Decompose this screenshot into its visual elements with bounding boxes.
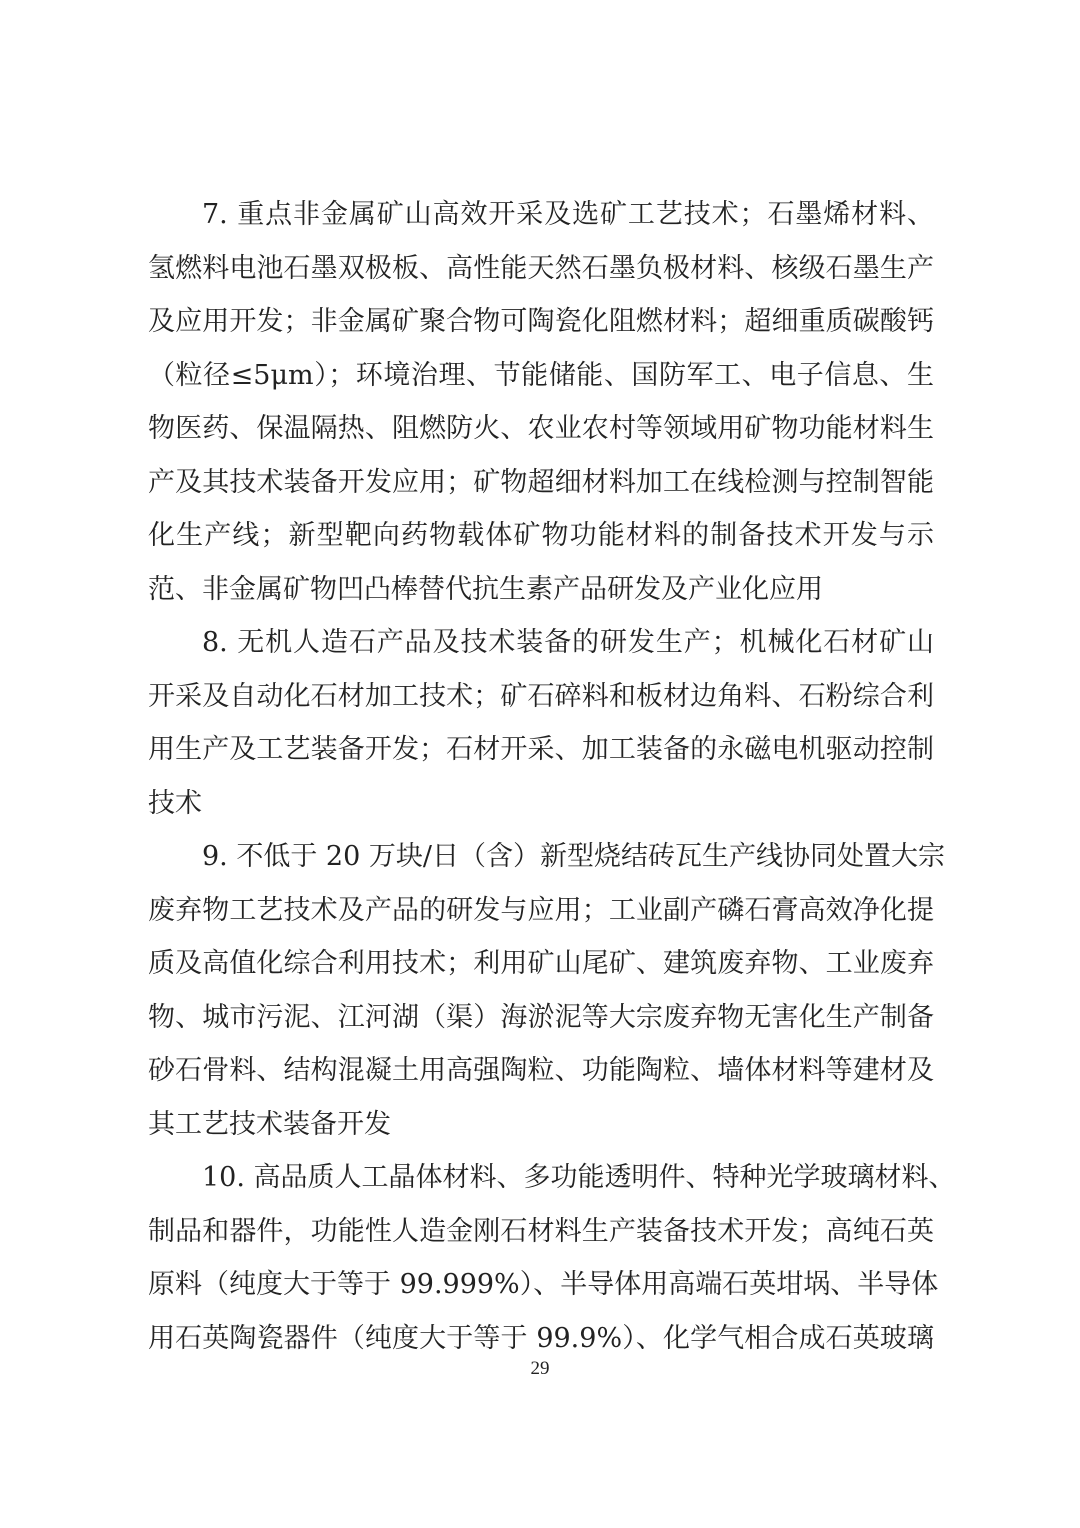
text-line: 产及其技术装备开发应用；矿物超细材料加工在线检测与控制智能 <box>148 466 934 498</box>
text-line: 用石英陶瓷器件（纯度大于等于 99.9%）、化学气相合成石英玻璃 <box>148 1322 934 1354</box>
text-line: 砂石骨料、结构混凝土用高强陶粒、功能陶粒、墙体材料等建材及 <box>148 1055 934 1086</box>
text-line: 开采及自动化石材加工技术；矿石碎料和板材边角料、石粉综合利 <box>148 680 934 712</box>
paragraph-8 <box>148 616 934 830</box>
text-line: 及应用开发；非金属矿聚合物可陶瓷化阻燃材料；超细重质碳酸钙 <box>148 306 934 337</box>
text-line: 制品和器件，功能性人造金刚石材料生产装备技术开发；高纯石英 <box>148 1215 934 1247</box>
text-line: （粒径≤5μm）；环境治理、节能储能、国防军工、电子信息、生 <box>148 359 934 391</box>
paragraph-7 <box>148 188 934 616</box>
text-line: 用生产及工艺装备开发；石材开采、加工装备的永磁电机驱动控制 <box>148 734 934 765</box>
text-line: 化生产线；新型靶向药物载体矿物功能材料的制备技术开发与示 <box>148 520 934 551</box>
text-line: 氢燃料电池石墨双极板、高性能天然石墨负极材料、核级石墨生产 <box>148 252 934 284</box>
text-line: 9. 不低于 20 万块/日（含）新型烧结砖瓦生产线协同处置大宗 <box>202 841 945 872</box>
body-text <box>148 188 956 1365</box>
text-line: 原料（纯度大于等于 99.999%）、半导体用高端石英坩埚、半导体 <box>148 1269 939 1300</box>
paragraph-9 <box>148 830 945 1151</box>
text-line: 质及高值化综合利用技术；利用矿山尾矿、建筑废弃物、工业废弃 <box>148 948 934 979</box>
text-line: 范、非金属矿物凹凸棒替代抗生素产品研发及产业化应用 <box>148 573 823 605</box>
text-line: 8. 无机人造石产品及技术装备的研发生产；机械化石材矿山 <box>202 627 934 658</box>
page-number: 29 <box>530 1358 550 1379</box>
text-line: 技术 <box>148 787 202 819</box>
paragraph-10 <box>148 1151 956 1365</box>
text-line: 物医药、保温隔热、阻燃防火、农业农村等领域用矿物功能材料生 <box>148 413 934 444</box>
text-line: 物、城市污泥、江河湖（渠）海淤泥等大宗废弃物无害化生产制备 <box>148 1001 934 1033</box>
text-line: 10. 高品质人工晶体材料、多功能透明件、特种光学玻璃材料、 <box>202 1162 956 1193</box>
text-line: 其工艺技术装备开发 <box>148 1108 391 1140</box>
text-line: 7. 重点非金属矿山高效开采及选矿工艺技术；石墨烯材料、 <box>202 199 934 230</box>
text-line: 废弃物工艺技术及产品的研发与应用；工业副产磷石膏高效净化提 <box>148 894 934 926</box>
